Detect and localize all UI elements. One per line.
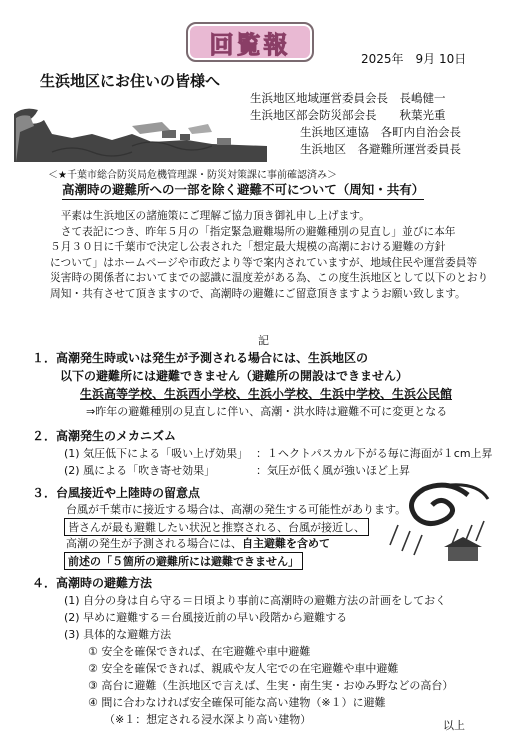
intro-line-4: について」はホームページや市政だより等で案内されていますが、地域住民や運営委員等	[50, 255, 478, 269]
section3-line-4: 前述の「５箇所の避難所には避難できません」	[64, 552, 303, 570]
section4-item1: (1) 自分の身は自ら守る＝日頃より事前に高潮時の避難方法の計画をしておく	[64, 594, 447, 607]
method-2: ② 安全を確保できれば、親戚や友人宅での在宅避難や車中避難	[88, 662, 399, 675]
section1-schools: 生浜高等学校、生浜西小学校、生浜小学校、生浜中学校、生浜公民館	[80, 387, 453, 401]
method-1: ① 安全を確保できれば、在宅避難や車中避難	[88, 645, 311, 658]
section3-line-1: 台風が千葉市に接近する場合は、高潮の発生する可能性があります。	[66, 503, 407, 516]
sender-4: 生浜地区 各避難所運営委員長	[300, 142, 461, 156]
intro-line-2: さて表記につき、昨年５月の「指定緊急避難場所の避難種別の見直し」並びに本年	[50, 224, 456, 238]
section2-item2-desc: ：気圧が低く風が強いほど上昇	[256, 464, 410, 477]
circular-banner: 回覧報	[186, 22, 314, 62]
page-title: 生浜地区にお住いの皆様へ	[40, 72, 221, 90]
section3-title: ３．台風接近や上陸時の留意点	[32, 486, 201, 500]
sender-3: 生浜地区連協 各町内自治会長	[300, 125, 461, 139]
intro-line-6: 周知・共有させて頂きますので、高潮時の避難にご留意頂きますようお願い致します。	[50, 286, 466, 300]
section1-title-1: １．高潮発生時或いは発生が予測される場合には、生浜地区の	[32, 351, 369, 365]
intro-paragraph	[50, 208, 488, 301]
section4-item3: (3) 具体的な避難方法	[64, 628, 172, 641]
section2-item1-label: (1) 気圧低下による「吸い上げ効果」	[64, 447, 249, 460]
section2-item2-label: (2) 風による「吹き寄せ効果」	[64, 464, 216, 477]
section2-item1-desc: ：１ヘクトパスカル下がる毎に海面が１cm上昇	[256, 447, 493, 460]
confirmation-note: ＜★千葉市総合防災局危機管理課・防災対策課に事前確認済み＞	[48, 170, 337, 181]
intro-line-5: 災害時の関係者においてまでの認識に温度差がある為、この度生浜地区として以下のとおり	[50, 271, 489, 284]
section3-line-3b: 自主避難を含めて	[242, 537, 330, 550]
method-4-footnote: （※１：想定される浸水深より高い建物）	[104, 713, 312, 726]
section2-title: ２．高潮発生のメカニズム	[32, 429, 177, 443]
intro-line-1: 平素は生浜地区の諸施策にご理解ご協力頂き御礼申し上げます。	[50, 209, 370, 222]
section1-title-2: 以下の避難所には避難できません（避難所の開設はできません）	[60, 369, 409, 383]
sender-1: 生浜地区地域運営委員会長 長嶋健一	[250, 91, 446, 105]
closing-mark: 以上	[443, 719, 465, 732]
section4-title: ４．高潮時の避難方法	[32, 576, 153, 590]
method-3: ③ 高台に避難（生浜地区で言えば、生実・南生実・おゆみ野などの高台）	[88, 679, 454, 692]
sender-list	[250, 90, 461, 158]
subject-line: 高潮時の避難所への一部を除く避難不可について（周知・共有）	[62, 180, 424, 200]
section3-line-2: 皆さんが最も避難したい状況と推察される、台風が接近し、	[64, 518, 369, 536]
ki-marker: 記	[258, 334, 269, 347]
sender-2: 生浜地区部会防災部会長 秋葉光重	[250, 108, 446, 122]
section3-line-3	[66, 535, 330, 551]
issue-date: 2025年 9月 10日	[361, 52, 467, 66]
typhoon-rain-illustration	[388, 475, 498, 565]
method-4: ④ 間に合わなければ安全確保可能な高い建物（※１）に避難	[88, 696, 386, 709]
section1-reason: ⇒昨年の避難種別の見直しに伴い、高潮・洪水時は避難不可に変更となる	[86, 405, 448, 418]
section4-item2: (2) 早めに避難する＝台風接近前の早い段階から避難する	[64, 611, 348, 624]
intro-line-3: ５月３０日に千葉市で決定し公表された「想定最大規模の高潮における避難の方針	[50, 240, 446, 253]
storm-surge-illustration	[12, 104, 267, 162]
section3-line-3a: 高潮の発生が予測される場合には、	[66, 537, 242, 550]
